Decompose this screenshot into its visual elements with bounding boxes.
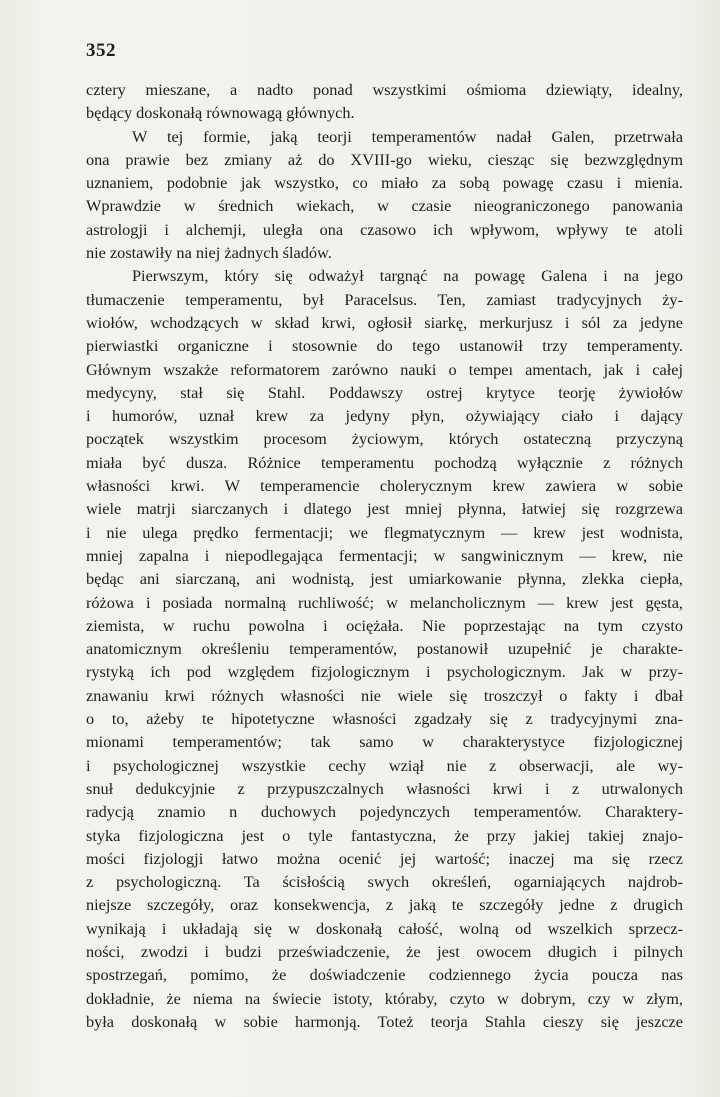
text-line: anatomicznym określeniu temperamentów, postanowił uzupełnić je charakte- (86, 639, 683, 659)
text-line: będąc ani siarczaną, ani wodnistą, jest umiarkowanie płynna, zlekka ciepła, (86, 569, 683, 589)
text-line: różowa i posiada normalną ruchliwość; w melancholicznym — krew jest gęsta, (86, 592, 683, 612)
text-line: mionami temperamentów; tak samo w charakterystyce fizjologicznej (86, 732, 683, 752)
text-line: wiele matrji siarczanych i dlatego jest mniej płynna, łatwiej się rozgrzewa (86, 499, 683, 519)
text-line: mości fizjologji łatwo można ocenić jej wartość; inaczej ma się rzecz (86, 848, 683, 868)
text-line: ności, zwodzi i budzi przeświadczenie, że jest owocem długich i pilnych (86, 941, 683, 961)
paragraph (86, 78, 683, 125)
text-line: Wprawdzie w średnich wiekach, w czasie nieograniczonego panowania (86, 196, 683, 216)
text-line: początek wszystkim procesom życiowym, których ostateczną przyczyną (86, 429, 683, 449)
text-line: będący doskonałą równowagą głównych. (86, 103, 355, 123)
text-line: i nie ulega prędko fermentacji; we flegmatycznym — krew jest wodnista, (86, 522, 683, 542)
text-line: dokładnie, że niema na świecie istoty, któraby, czyto w dobrym, czy w złym, (86, 988, 683, 1008)
text-line: W tej formie, jaką teorji temperamentów nadał Galen, przetrwała (132, 126, 683, 146)
text-line: Pierwszym, który się odważył targnąć na powagę Galena i na jego (132, 266, 683, 286)
text-line: astrologji i alchemji, uległa ona czasowo ich wpływom, wpływy te atoli (86, 219, 683, 239)
text-line: wynikają i układają się w doskonałą całość, wolną od wszelkich sprzecz- (86, 918, 683, 938)
paragraph (86, 264, 683, 1033)
text-line: styka fizjologiczna jest o tyle fantastyczna, że przy jakiej takiej znajo- (86, 825, 683, 845)
paragraph (86, 125, 683, 265)
text-line: ziemista, w ruchu powolna i ociężała. Nie poprzestając na tym czysto (86, 615, 683, 635)
text-line: wiołów, wchodzących w skład krwi, ogłosił siarkę, merkurjusz i sól za jedyne (86, 312, 683, 332)
text-line: cztery mieszane, a nadto ponad wszystkimi ośmioma dziewiąty, idealny, (86, 80, 683, 99)
text-line: mniej zapalna i niepodlegająca fermentacji; w sangwinicznym — krew, nie (86, 545, 683, 565)
text-line: pierwiastki organiczne i stosownie do tego ustanowił trzy temperamenty. (86, 336, 683, 356)
text-line: i humorów, uznał krew za jedyny płyn, ożywiający ciało i dający (86, 406, 683, 426)
text-line: o to, ażeby te hipotetyczne własności zgadzały się z tradycyjnymi zna- (86, 709, 683, 729)
text-line: rystyką ich pod względem fizjologicznym i psychologicznym. Jak w przy- (86, 662, 683, 682)
text-line: medycyny, stał się Stahl. Poddawszy ostrej krytyce teorję żywiołów (86, 382, 683, 402)
text-line: z psychologiczną. Ta ścisłością swych określeń, ogarniających najdrob- (86, 872, 683, 892)
text-line: była doskonałą w sobie harmonją. Toteż teorja Stahla cieszy się jeszcze (86, 1011, 683, 1031)
text-line: niejsze szczegóły, oraz konsekwencja, z jaką te szczegóły jedne z drugich (86, 895, 683, 915)
text-line: miała być dusza. Różnice temperamentu pochodzą wyłącznie z różnych (86, 452, 683, 472)
text-line: uznaniem, podobnie jak wszystko, co miało za sobą powagę czasu i mienia. (86, 173, 683, 193)
text-line: nie zostawiły na niej żadnych śladów. (86, 243, 332, 263)
text-line: Głównym wszakże reformatorem zarówno nauki o tempeı amentach, jak i całej (86, 359, 683, 379)
text-line: snuł dedukcyjnie z przypuszczalnych własności krwi i z utrwalonych (86, 778, 683, 798)
text-line: własności krwi. W temperamencie cholerycznym krew zawiera w sobie (86, 476, 683, 496)
page-number: 352 (86, 40, 116, 61)
text-line: znawaniu krwi różnych własności nie wiele się troszczył o fakty i dbał (86, 685, 683, 705)
text-line: i psychologicznej wszystkie cechy wziął nie z obserwacji, ale wy- (86, 755, 683, 775)
text-line: tłumaczenie temperamentu, był Paracelsus. Ten, zamiast tradycyjnych ży- (86, 289, 683, 309)
text-line: ona prawie bez zmiany aż do XVIII-go wieku, ciesząc się bezwzględnym (86, 149, 683, 169)
text-line: radycją znamio n duchowych pojedynczych temperamentów. Charaktery- (86, 802, 683, 822)
text-line: spostrzegań, pomimo, że doświadczenie codziennego życia poucza nas (86, 965, 683, 985)
body-text (86, 78, 683, 1033)
